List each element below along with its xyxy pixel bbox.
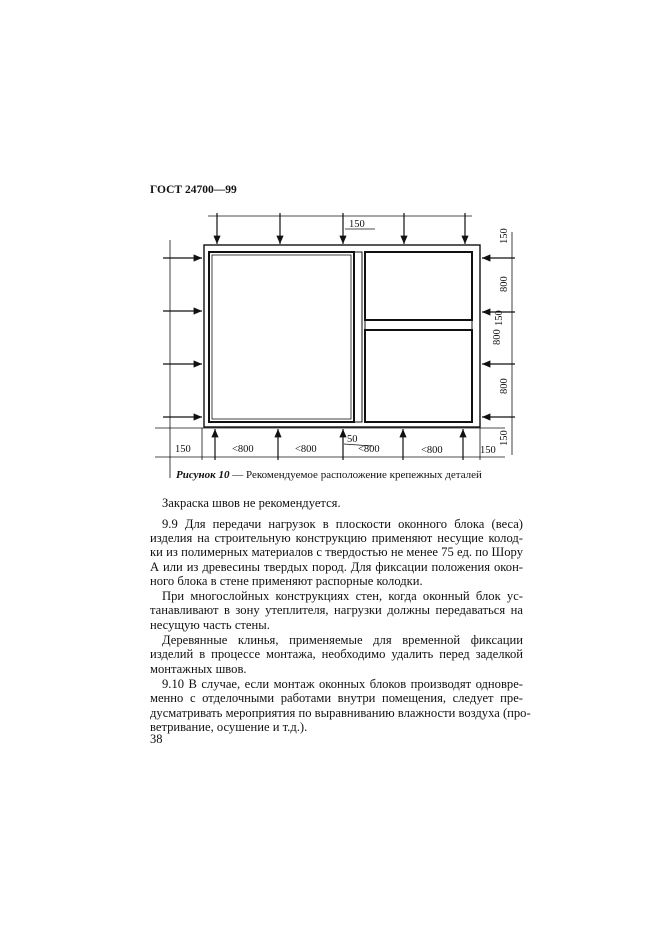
lower-right-pane [365,330,472,422]
dim-right: 800 [492,329,503,345]
caption-text: — Рекомендуемое расположение крепежных деталей [229,469,482,481]
text-line: 9.9 Для передачи нагрузок в плоскости оконного блока (веса) [162,517,523,531]
text-line: При многослойных конструкциях стен, когда оконный блок ус- [162,589,523,603]
page-number: 38 [150,732,163,746]
dim-top: 150 [349,219,365,230]
document-header: ГОСТ 24700—99 [150,184,237,196]
text-line: изделия на строительную конструкцию применяют несущие колод- [150,531,523,545]
dim-bottom: <800 [358,444,380,455]
text-line: несущую часть стены. [150,618,270,632]
text-line: дусматривать мероприятия по выравниванию влажности воздуха (про- [150,706,531,720]
text-line: ветривание, осушение и т.д.). [150,720,308,734]
mullion [354,252,362,422]
text-line: монтажных швов. [150,662,247,676]
text-line: менно с отделочными работами внутри помещения, следует пре- [150,691,523,705]
left-pane [209,252,354,422]
window-frame-outer [204,245,480,427]
dim-bottom: <800 [295,444,317,455]
dim-bottom: 150 [480,445,496,456]
caption-label: Рисунок 10 [176,469,230,481]
text-line: ного блока в стене применяют распорные колодки. [150,574,423,588]
dim-right: 800 [499,276,510,292]
dim-right: 800 [499,378,510,394]
dim-right: 150 [499,228,510,244]
text-line: Закраска швов не рекомендуется. [162,496,341,510]
dim-bottom: <800 [421,445,443,456]
text-line: Деревянные клинья, применяемые для временной фиксации [162,633,523,647]
dim-bottom: 150 [175,444,191,455]
dim-bottom: <800 [232,444,254,455]
text-line: ки из полимерных материалов с твердостью не менее 75 ед. по Шору [150,545,523,559]
dim-right: 150 [494,310,505,326]
dim-right: 150 [499,430,510,446]
figure-caption [176,469,482,481]
text-line: изделий в процессе монтажа, необходимо удалить перед заделкой [150,647,523,661]
transom [365,320,472,330]
text-line: 9.10 В случае, если монтаж оконных блоков производят одновре- [162,677,523,691]
upper-right-pane [365,252,472,320]
dim-bottom: 50 [347,434,358,445]
text-line: танавливают в зону утеплителя, нагрузки должны передаваться на [150,603,523,617]
text-line: А или из древесины твердых пород. Для фиксации положения окон- [150,560,523,574]
